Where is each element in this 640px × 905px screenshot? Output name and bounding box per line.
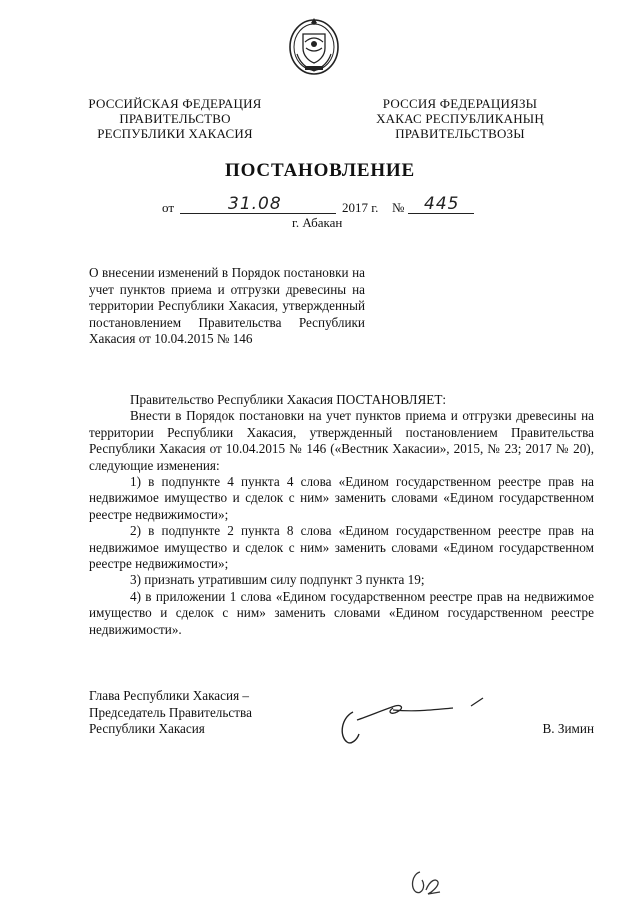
handwritten-number: 445 [424,194,460,214]
year-label: 2017 г. [342,200,379,215]
date-number-line [162,196,522,216]
header-left-line-3: РЕСПУБЛИКИ ХАКАСИЯ [97,126,253,141]
signatory-name: В. Зимин [542,721,594,736]
header-left-line-2: ПРАВИТЕЛЬСТВО [119,111,231,126]
signatory-title-line-1: Глава Республики Хакасия – [89,688,250,703]
date-prefix: от [162,200,175,215]
document-title: ПОСТАНОВЛЕНИЕ [225,160,415,181]
body-paragraph: 1) в подпункте 4 пункта 4 слова «Едином государственном реестре прав на недвижимое имущество и сделок с ним» заменить словами «Едином государственном реестре недвижимости»; [89,474,594,522]
body-paragraph: 2) в подпункте 2 пункта 8 слова «Едином государственном реестре прав на недвижимое имущество и сделок с ним» заменить словами «Едином государственном реестре недвижимости»; [89,523,594,572]
header-right-line-2: ХАКАС РЕСПУБЛИКАНЫҢ [376,111,544,126]
body-paragraph: Внести в Порядок постановки на учет пунктов приема и отгрузки древесины на территории Республики Хакасия, утвержденный постановлением Правительства Республики Хакасия от 10.04.2015 № 146 («Вестник Хакасии», 2015, № 23; 2017 № 20), следующие изменения: [89,408,594,473]
signatory-title [89,688,309,738]
header-right [335,96,585,141]
header-right-line-1: РОССИЯ ФЕДЕРАЦИЯЗЫ [382,96,538,111]
handwritten-date: 31.08 [228,194,282,214]
body-paragraph: 4) в приложении 1 слова «Едином государственном реестре прав на недвижимое имущество и сделок с ним» заменить словами «Едином государственном реестре недвижимости». [89,588,594,637]
header-right-line-3: ПРАВИТЕЛЬСТВОЗЫ [395,126,525,141]
city-label: г. Абакан [292,215,343,230]
signatory-title-line-2: Председатель Правительства [89,704,252,720]
handwritten-signature [335,690,495,750]
body-paragraph: 3) признать утратившим силу подпункт 3 пункта 19; [130,572,425,588]
document-body [89,392,594,638]
handwritten-mark [408,868,444,896]
document-subject: О внесении изменений в Порядок постановки на учет пунктов приема и отгрузки древесины на территории Республики Хакасия, утвержденный постановлением Правительства Республики Хакасия от 10.04.2015 № 146 [89,265,365,347]
signatory-title-line-3: Республики Хакасия [89,721,205,737]
header-left-line-1: РОССИЙСКАЯ ФЕДЕРАЦИЯ [88,96,262,111]
header-left [50,96,300,141]
coat-of-arms-emblem [285,14,343,78]
body-paragraph: Правительство Республики Хакасия ПОСТАНОВЛЯЕТ: [130,392,447,407]
number-label: № [392,200,405,215]
